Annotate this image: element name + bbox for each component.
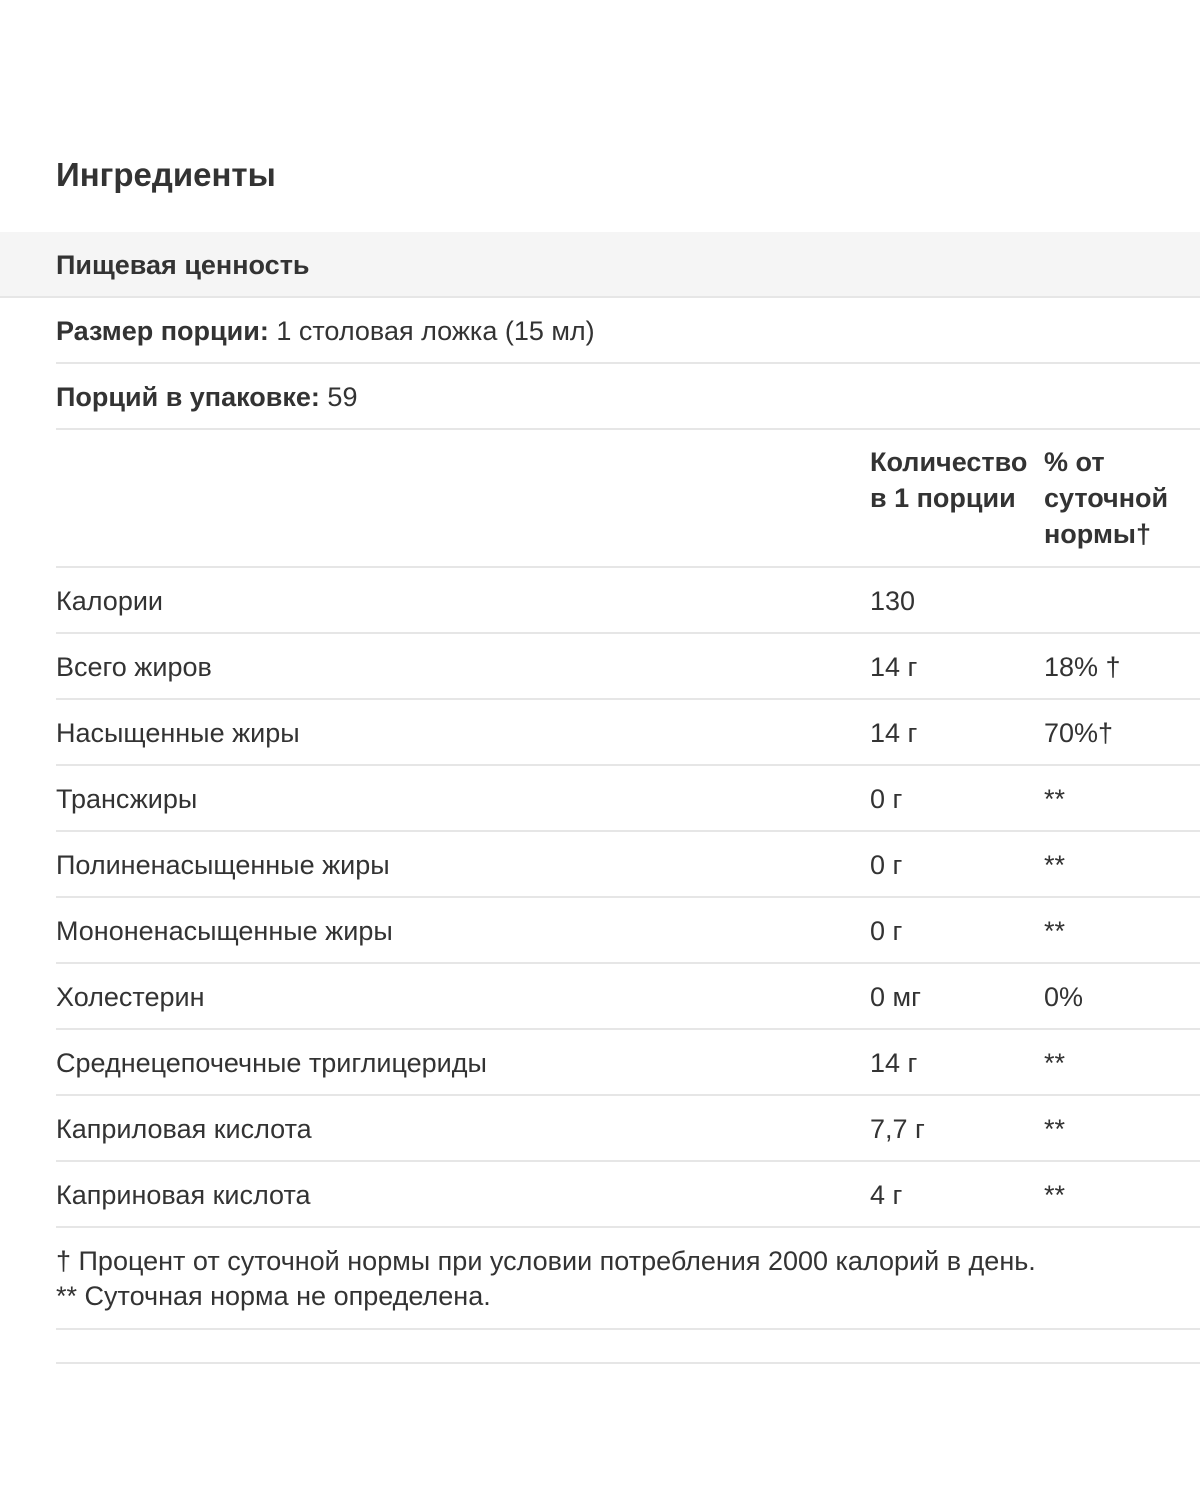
- table-header-row: [56, 430, 1200, 568]
- nutrient-name: Насыщенные жиры: [56, 718, 300, 748]
- table-row: [56, 1030, 1200, 1096]
- nutrient-amount: 130: [870, 586, 916, 616]
- servings: [56, 364, 357, 430]
- nutrient-daily-value: **: [1044, 1180, 1066, 1210]
- nutrient-amount: 0 г: [870, 916, 903, 946]
- section-heading: Ингредиенты: [56, 156, 276, 193]
- nutrient-name: Трансжиры: [56, 784, 198, 814]
- amount-column-header: Количество в 1 порции: [870, 447, 1028, 513]
- table-row: [56, 568, 1200, 634]
- nutrition-table: [56, 232, 1200, 1330]
- nutrient-name: Калории: [56, 586, 163, 616]
- table-row: [56, 634, 1200, 700]
- nutrient-amount: 4 г: [870, 1180, 903, 1210]
- nutrient-amount: 14 г: [870, 1048, 918, 1078]
- table-row: [56, 1162, 1200, 1228]
- nutrient-daily-value: 70%†: [1044, 718, 1114, 748]
- nutrient-daily-value: **: [1044, 1048, 1066, 1078]
- nutrient-name: Каприловая кислота: [56, 1114, 312, 1144]
- nutrient-daily-value: **: [1044, 916, 1066, 946]
- servings-row: [56, 364, 1200, 430]
- nutrient-name: Всего жиров: [56, 652, 212, 682]
- nutrient-name: Полиненасыщенные жиры: [56, 850, 390, 880]
- nutrient-name: Среднецепочечные триглицериды: [56, 1048, 487, 1078]
- servings-label: Порций в упаковке:: [56, 382, 320, 412]
- nutrient-amount: 0 г: [870, 850, 903, 880]
- table-row: [56, 766, 1200, 832]
- nutrient-daily-value: 18% †: [1044, 652, 1121, 682]
- nutrient-daily-value: 0%: [1044, 982, 1084, 1012]
- footnotes: [56, 1228, 1200, 1330]
- nutrient-daily-value: **: [1044, 1114, 1066, 1144]
- nutrient-daily-value: **: [1044, 850, 1066, 880]
- table-row: [56, 898, 1200, 964]
- serving-size-row: [56, 298, 1200, 364]
- divider: [56, 1362, 1200, 1364]
- footnote-not-established: ** Суточная норма не определена.: [56, 1281, 491, 1311]
- nutrient-amount: 7,7 г: [870, 1114, 925, 1144]
- nutrient-name: Холестерин: [56, 982, 205, 1012]
- nutrient-amount: 0 мг: [870, 982, 921, 1012]
- nutrition-title-row: [0, 232, 1200, 298]
- table-row: [56, 700, 1200, 766]
- nutrient-amount: 14 г: [870, 718, 918, 748]
- nutrient-daily-value: **: [1044, 784, 1066, 814]
- servings-value: 59: [327, 382, 358, 412]
- nutrient-name: Мононенасыщенные жиры: [56, 916, 393, 946]
- table-row: [56, 964, 1200, 1030]
- nutrition-title: Пищевая ценность: [56, 250, 310, 280]
- nutrient-amount: 0 г: [870, 784, 903, 814]
- table-row: [56, 1096, 1200, 1162]
- table-row: [56, 832, 1200, 898]
- serving-size-label: Размер порции:: [56, 316, 269, 346]
- serving-size-value: 1 столовая ложка (15 мл): [276, 316, 595, 346]
- footnote-daily-value: † Процент от суточной нормы при условии потребления 2000 калорий в день.: [56, 1246, 1036, 1276]
- daily-value-column-header: % от суточной нормы†: [1044, 447, 1169, 549]
- nutrient-amount: 14 г: [870, 652, 918, 682]
- serving-size: [56, 298, 595, 364]
- nutrient-name: Каприновая кислота: [56, 1180, 311, 1210]
